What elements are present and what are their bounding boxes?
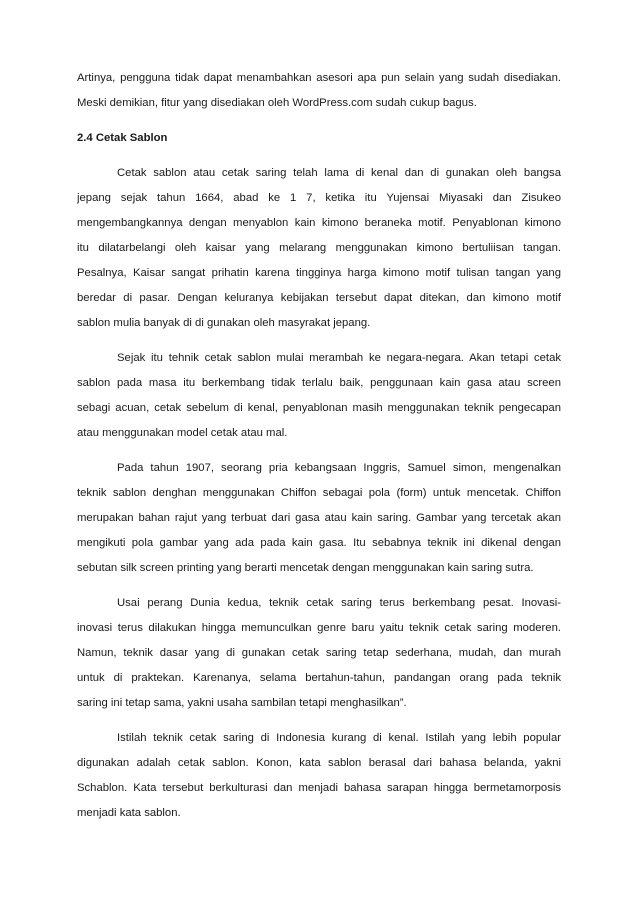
text-line: Cetak sablon atau cetak saring telah lama di kenal dan di gunakan oleh bangsa bbox=[117, 167, 561, 179]
text-line: saring ini tetap sama, yakni usaha sambilan tetapi menghasilkan”. bbox=[77, 697, 407, 709]
text-line: inovasi terus dilakukan hingga memunculkan genre baru yaitu teknik cetak saring moderen. bbox=[77, 622, 561, 634]
text-line: jepang sejak tahun 1664, abad ke 1 7, ketika itu Yujensai Miyasaki dan Zisukeo bbox=[77, 192, 561, 204]
text-line: beredar di pasar. Dengan keluranya kebijakan tersebut dapat ditekan, dan kimono motif bbox=[77, 292, 561, 304]
text-line: Meski demikian, fitur yang disediakan oleh WordPress.com sudah cukup bagus. bbox=[77, 97, 477, 109]
text-line: sablon pada masa itu berkembang tidak terlalu baik, penggunaan kain gasa atau screen bbox=[77, 377, 561, 389]
paragraph-2 bbox=[77, 351, 561, 441]
paragraph-3 bbox=[77, 461, 561, 576]
text-line: Pesalnya, Kaisar sangat prihatin karena tingginya harga kimono motif tulisan tangan yang bbox=[77, 267, 561, 279]
heading-text: 2.4 Cetak Sablon bbox=[77, 132, 168, 144]
paragraph-1 bbox=[77, 166, 561, 331]
text-line: untuk di praktekan. Karenanya, selama bertahun-tahun, pandangan orang pada teknik bbox=[77, 672, 561, 684]
text-line: menjadi kata sablon. bbox=[77, 807, 181, 819]
text-line: sebagi acuan, cetak sebelum di kenal, penyablonan masih menggunakan teknik pengecapan bbox=[77, 402, 561, 414]
paragraph-4 bbox=[77, 596, 561, 711]
text-line: mengikuti pola gambar yang ada pada kain gasa. Itu sebabnya teknik ini dikenal dengan bbox=[77, 537, 561, 549]
text-line: atau menggunakan model cetak atau mal. bbox=[77, 427, 288, 439]
text-line: Namun, teknik dasar yang di gunakan cetak saring tetap sederhana, mudah, dan murah bbox=[77, 647, 561, 659]
paragraph-intro bbox=[77, 71, 561, 111]
text-line: Sejak itu tehnik cetak sablon mulai merambah ke negara-negara. Akan tetapi cetak bbox=[117, 352, 561, 364]
text-line: Pada tahun 1907, seorang pria kebangsaan Inggris, Samuel simon, mengenalkan bbox=[117, 462, 561, 474]
text-line: itu dilatarbelangi oleh kaisar yang melarang menggunakan kimono bertuliisan tangan. bbox=[77, 242, 561, 254]
section-heading bbox=[77, 131, 561, 146]
paragraph-5 bbox=[77, 731, 561, 821]
document-body bbox=[77, 71, 561, 821]
text-line: digunakan adalah cetak sablon. Konon, kata sablon berasal dari bahasa belanda, yakni bbox=[77, 757, 561, 769]
text-line: teknik sablon denghan menggunakan Chiffon sebagai pola (form) untuk mencetak. Chiffon bbox=[77, 487, 561, 499]
text-line: Schablon. Kata tersebut berkulturasi dan menjadi bahasa sarapan hingga bermetamorposis bbox=[77, 782, 561, 794]
text-line: sablon mulia banyak di di gunakan oleh masyrakat jepang. bbox=[77, 317, 371, 329]
text-line: mengembangkannya dengan menyablon kain kimono beraneka motif. Penyablonan kimono bbox=[77, 217, 561, 229]
text-line: merupakan bahan rajut yang terbuat dari gasa atau kain saring. Gambar yang tercetak akan bbox=[77, 512, 561, 524]
text-line: sebutan silk screen printing yang berarti mencetak dengan menggunakan kain saring sutra. bbox=[77, 562, 534, 574]
text-line: Istilah teknik cetak saring di Indonesia kurang di kenal. Istilah yang lebih popular bbox=[117, 732, 561, 744]
text-line: Usai perang Dunia kedua, teknik cetak saring terus berkembang pesat. Inovasi- bbox=[117, 597, 561, 609]
text-line: Artinya, pengguna tidak dapat menambahkan asesori apa pun selain yang sudah disediakan. bbox=[77, 72, 561, 84]
